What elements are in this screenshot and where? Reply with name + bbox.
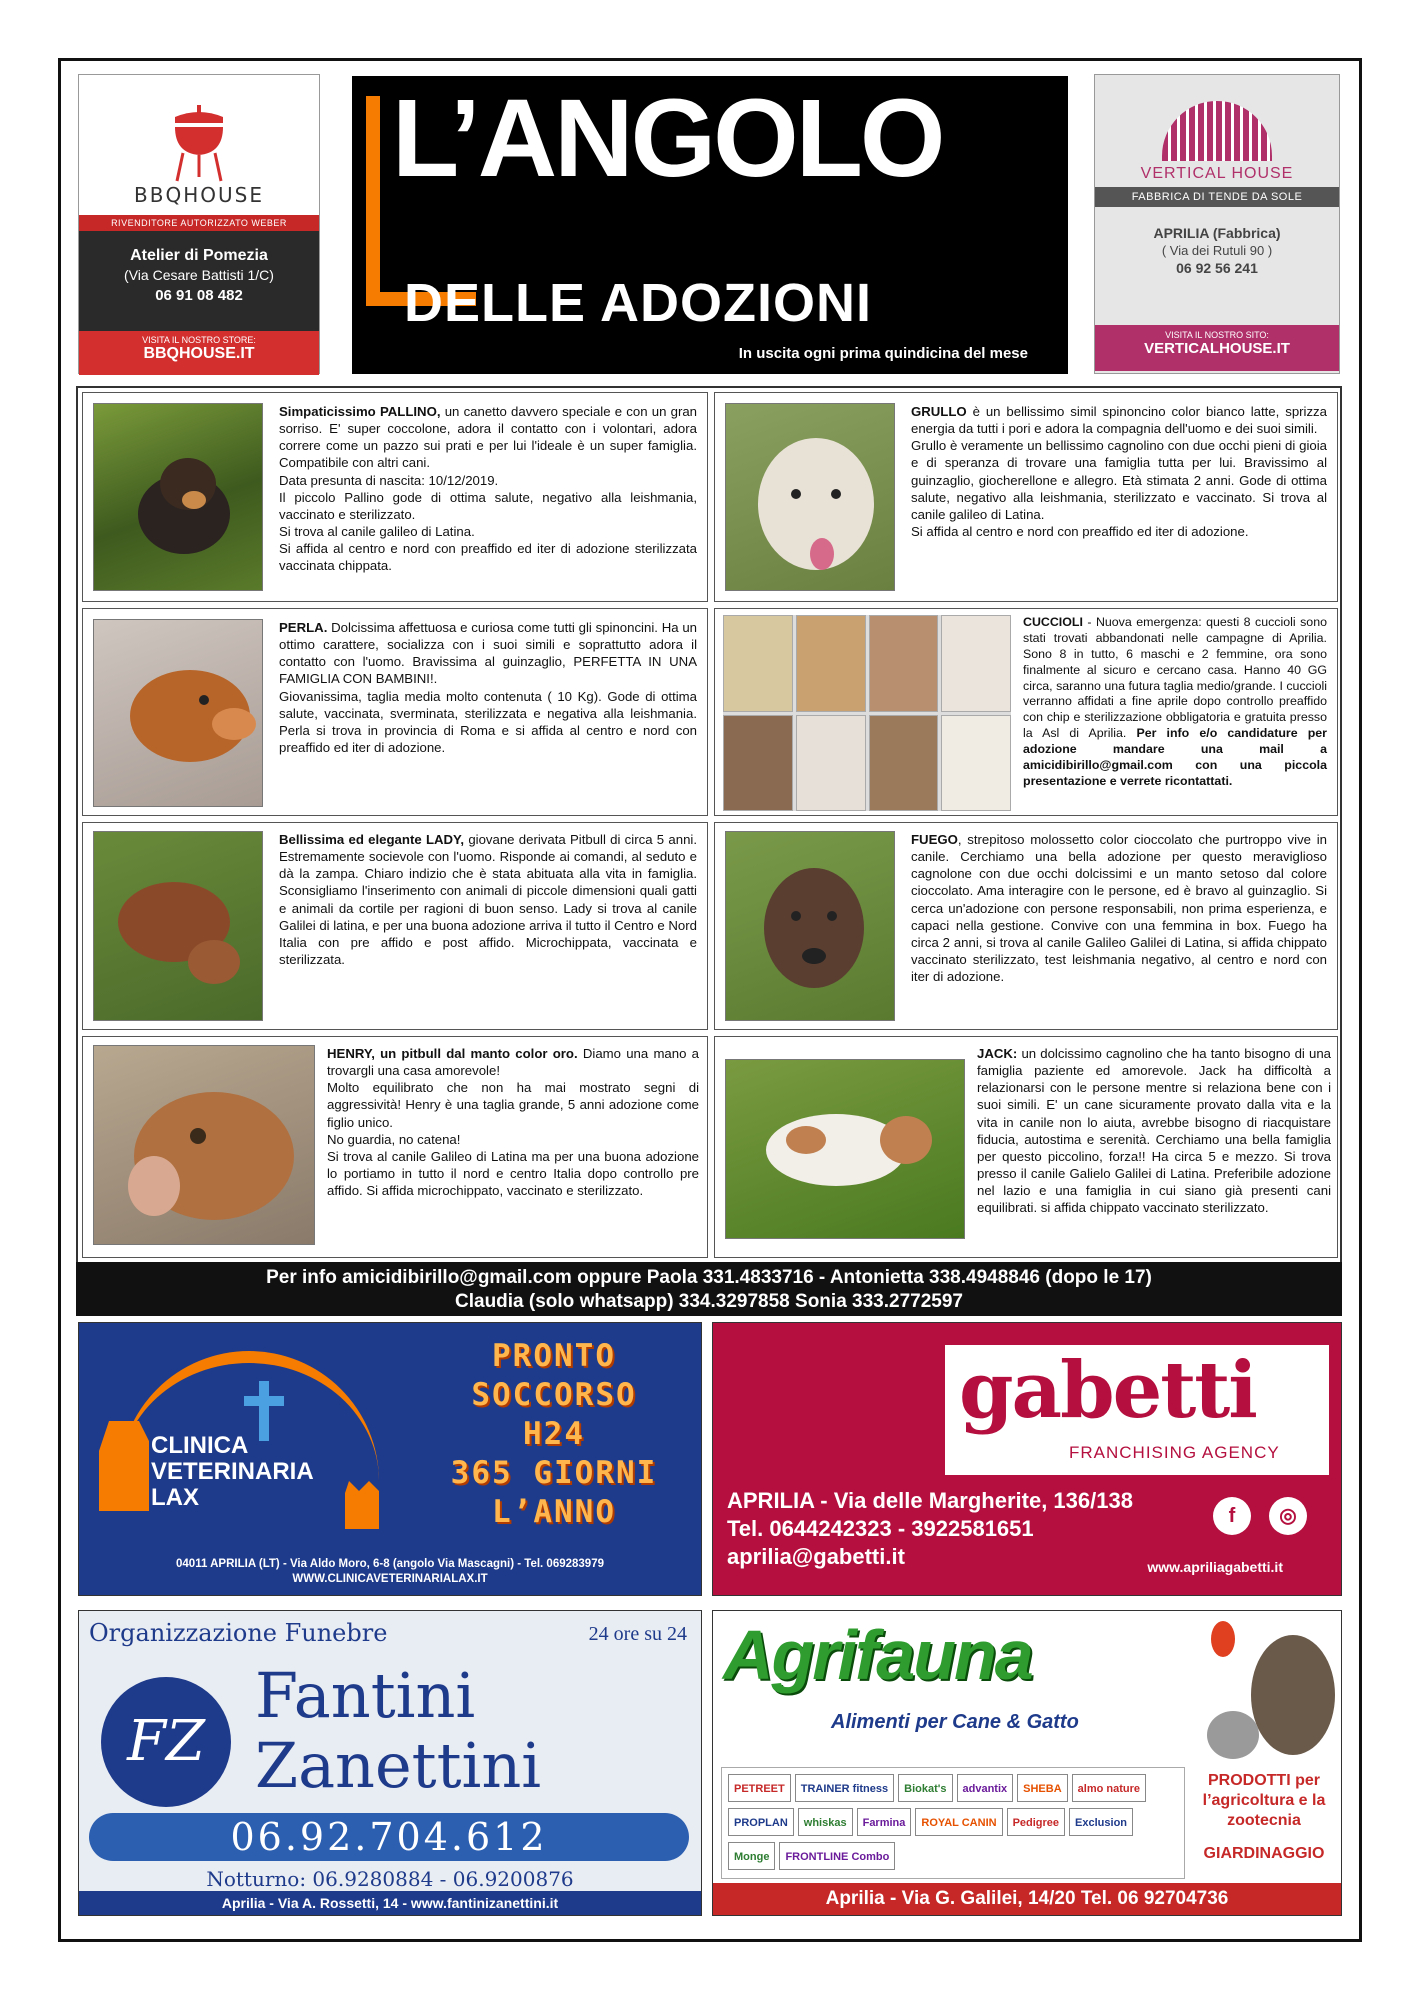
- puppy-photo: [723, 715, 793, 812]
- brand-logo: ROYAL CANIN: [915, 1808, 1002, 1836]
- puppy-photo: [723, 615, 793, 712]
- gabetti-site-link[interactable]: www.apriliagabetti.it: [1147, 1559, 1283, 1575]
- listing-lady: [82, 822, 708, 1030]
- vh-logo: [1095, 75, 1339, 187]
- listing-henry: [82, 1036, 708, 1258]
- brand-logo: FRONTLINE Combo: [779, 1842, 895, 1870]
- jack-photo: [725, 1059, 965, 1239]
- brand-logo: advantix: [957, 1774, 1014, 1802]
- bbq-visit-label: VISITA IL NOSTRO STORE:: [142, 335, 256, 345]
- grullo-text: GRULLO è un bellissimo simil spinoncino color bianco latte, sprizza energia da tutti i pori e adora la compagnia dell'uomo e dei suoi simili. Grullo è veramente un bellissimo cagnolino con due occhi pieni di gioia e di speranza di trovare una famiglia tutta per lui. Bravissimo al guinzaglio, giocherellone e allegro. Età stimata 2 anni. Gode di ottima salute, negativo alla leishmania, sterilizzato e vaccinato. Si trova al canile galileo di Latina. Si affida al centro e nord con preaffido ed iter di adozione.: [911, 404, 1327, 540]
- puppy-photo: [941, 715, 1011, 812]
- masthead-issue: In uscita ogni prima quindicina del mese: [738, 345, 1028, 362]
- brand-logo: whiskas: [798, 1808, 853, 1836]
- clinica-lax-ad[interactable]: [78, 1322, 702, 1596]
- lax-logo: [89, 1341, 389, 1541]
- brand-logo: PETREET: [728, 1774, 791, 1802]
- fz-org: Organizzazione Funebre: [89, 1619, 388, 1647]
- fz-name: [255, 1661, 541, 1801]
- lax-sos-line: H24: [523, 1416, 585, 1452]
- dog-icon: [726, 1060, 966, 1240]
- gabetti-contacts: [727, 1487, 1133, 1571]
- agrifauna-garden: GIARDINAGGIO: [1203, 1845, 1325, 1862]
- lax-name: CLINICA VETERINARIA LAX: [151, 1432, 313, 1511]
- puppies-photos: [723, 615, 1011, 811]
- gabetti-name: gabetti: [959, 1345, 1256, 1436]
- bbq-dealer: RIVENDITORE AUTORIZZATO WEBER: [79, 215, 319, 231]
- lax-address: 04011 APRILIA (LT) - Via Aldo Moro, 6-8 (angolo Via Mascagni) - Tel. 069283979: [176, 1558, 604, 1570]
- vh-address: ( Via dei Rutuli 90 ): [1161, 243, 1273, 258]
- lax-site-link[interactable]: WWW.CLINICAVETERINARIALAX.IT: [292, 1573, 488, 1585]
- contact-line-2: Claudia (solo whatsapp) 334.3297858 Sonia 333.2772597: [455, 1291, 963, 1312]
- adoption-listings: [76, 386, 1342, 1268]
- lady-photo: [93, 831, 263, 1021]
- vertical-house-ad[interactable]: [1094, 74, 1340, 374]
- brand-logo: Farmina: [857, 1808, 912, 1836]
- contact-line-1: Per info amicidibirillo@gmail.com oppure Paola 331.4833716 - Antonietta 338.4948846 (dopo le 17): [266, 1267, 1152, 1288]
- brand-logo: Exclusion: [1069, 1808, 1133, 1836]
- listing-pallino: [82, 392, 708, 602]
- perla-photo: [93, 619, 263, 807]
- dog-icon: [726, 832, 896, 1022]
- brand-logo: TRAINER fitness: [795, 1774, 894, 1802]
- dog-icon: [94, 404, 264, 592]
- contact-info-bar: [76, 1262, 1342, 1316]
- gabetti-address: APRILIA - Via delle Margherite, 136/138: [727, 1488, 1133, 1513]
- listing-cuccioli: [714, 608, 1338, 816]
- masthead: [352, 76, 1068, 374]
- listing-jack: [714, 1036, 1338, 1258]
- instagram-icon[interactable]: ◎: [1269, 1497, 1307, 1535]
- puppy-photo: [941, 615, 1011, 712]
- bbq-logo: [79, 75, 319, 215]
- fz-monogram: FZ: [101, 1677, 231, 1807]
- lax-footer: [79, 1557, 701, 1587]
- lax-sos-line: SOCCORSO: [471, 1377, 637, 1413]
- listing-perla: [82, 608, 708, 816]
- brand-logo: SHEBA: [1017, 1774, 1068, 1802]
- lady-text: Bellissima ed elegante LADY, giovane derivata Pitbull di circa 5 anni. Estremamente socievole con l'uomo. Risponde ai comandi, al seduto e dà la zampa. Chiaro indizio che è stata abituata alla vita in famiglia. Sconsigliamo l'inserimento con animali di piccole dimensioni quali gatti e animali da cortile per ragioni di buon senso. Lady si trova al canile Galilei di latina, e per una buona adozione arriva il tutto il Centro e Nord Italia con pre affido e post affido. Microchippata, vaccinata e sterilizzata.: [279, 832, 697, 968]
- gabetti-email[interactable]: aprilia@gabetti.it: [727, 1544, 905, 1569]
- henry-photo: [93, 1045, 315, 1245]
- lax-emergency: [409, 1337, 699, 1532]
- bbqhouse-ad[interactable]: [78, 74, 320, 374]
- facebook-icon[interactable]: f: [1213, 1497, 1251, 1535]
- bbq-store-info: [79, 231, 319, 331]
- dog-icon: [94, 620, 264, 808]
- vh-strip: FABBRICA DI TENDE DA SOLE: [1095, 187, 1339, 207]
- pallino-photo: [93, 403, 263, 591]
- gabetti-phone: Tel. 0644242323 - 3922581651: [727, 1516, 1034, 1541]
- fz-hours: 24 ore su 24: [588, 1623, 687, 1645]
- vh-visit-label: VISITA IL NOSTRO SITO:: [1165, 330, 1269, 340]
- agrifauna-sub: Alimenti per Cane & Gatto: [831, 1711, 1079, 1733]
- gabetti-ad[interactable]: [712, 1322, 1342, 1596]
- dog-icon: [726, 404, 896, 592]
- brand-logos: [721, 1767, 1185, 1879]
- jack-text: JACK: un dolcissimo cagnolino che ha tanto bisogno di una famiglia paziente ed amorevole. Jack ha difficoltà a relazionarsi con le persone mentre si relaziona bene con i suoi simili. E' un cane sicuramente provato dalla vita e la vita in canile non lo aiuta, avrebbe bisogno di riacquistare fiducia, autostima e serenità. Cerchiamo una bella famiglia per questo piccolino, forza!! Ha circa 5 e mezzo. Si trova presso il canile Galielo Galilei di Latina. Preferibile adozione nel lazio e una famiglia in cui siano già presenti cani equilibrati. si affida chippato vaccinato sterilizzato.: [977, 1046, 1331, 1216]
- masthead-title: [392, 77, 943, 200]
- pallino-text: Simpaticissimo PALLINO, un canetto davvero speciale e con un gran sorriso. E' super coccolone, adora il contatto con i volontari, adora correre come un pazzo sui prati e per lui l'ideale è un super famiglia. Compatibile con altri cani. Data presunta di nascita: 10/12/2019. Il piccolo Pallino gode di ottima salute, negativo alla leishmania, vaccinato e sterilizzato. Si trova al canile galileo di Latina. Si affida al centro e nord con preaffido ed iter di adozione sterilizzata vaccinata chippata.: [279, 404, 698, 574]
- bbq-logo-text: BBQHOUSE: [134, 183, 264, 207]
- agrifauna-ad[interactable]: [712, 1610, 1342, 1916]
- vh-name: VERTICAL HOUSE: [1140, 165, 1294, 182]
- fuego-photo: [725, 831, 895, 1021]
- grullo-photo: [725, 403, 895, 591]
- vh-site-link[interactable]: VERTICALHOUSE.IT: [1144, 340, 1290, 357]
- dog-icon: [94, 832, 264, 1022]
- masthead-subtitle: DELLE ADOZIONI: [404, 273, 872, 333]
- lax-sos-line: L’ANNO: [492, 1494, 616, 1530]
- fz-name-2: Zanettini: [255, 1729, 542, 1802]
- henry-text: HENRY, un pitbull dal manto color oro. Diamo una mano a trovargli una casa amorevole! Molto equilibrato che non ha mai mostrato segni di aggressività! Henry è una taglia grande, 5 anni adozione come figlio unico. No guardia, no catena! Si trova al canile Galileo di Latina ma per una buona adozione lo portiamo in tutto il nord e centro Italia dopo controllo pre affido. Si affida microchippato, vaccinato e sterilizzato.: [327, 1046, 699, 1199]
- dog-icon: [94, 1046, 316, 1246]
- vh-phone: 06 92 56 241: [1176, 260, 1258, 276]
- brand-logo: Biokat's: [898, 1774, 952, 1802]
- vh-city: APRILIA (Fabbrica): [1153, 225, 1281, 241]
- masthead-angolo: ANGOLO: [477, 77, 943, 200]
- cuccioli-text: CUCCIOLI - Nuova emergenza: questi 8 cuccioli sono stati trovati abbandonati nelle campagne di Aprilia. Sono 8 in tutto, 6 maschi e 2 femmine, ora sono finalmente al sicuro e cercano casa. Hanno 40 GG circa, saranno una futura taglia medio/grande. I cuccioli verranno affidati a fine aprile dopo controllo preaffido con chip e sterilizzazione obbligatoria e gratuita presso la Asl di Aprilia. Per info e/o candidature per adozione mandare una mail a amicidibirillo@gmail.com con una piccola presentazione e verrete ricontattati.: [1023, 615, 1327, 788]
- brand-logo: PROPLAN: [728, 1808, 794, 1836]
- bbq-store-phone: 06 91 08 482: [155, 287, 243, 304]
- bbq-store-address: (Via Cesare Battisti 1/C): [124, 267, 274, 283]
- puppy-photo: [796, 615, 866, 712]
- gabetti-sub: FRANCHISING AGENCY: [1069, 1443, 1280, 1462]
- brand-logo: Monge: [728, 1842, 775, 1870]
- bbq-site-link[interactable]: BBQHOUSE.IT: [143, 345, 255, 362]
- brand-logo: Pedigree: [1007, 1808, 1065, 1836]
- lax-sos-line: PRONTO: [492, 1338, 616, 1374]
- brand-logo: almo nature: [1072, 1774, 1146, 1802]
- agrifauna-products: PRODOTTI per l’agricoltura e la zootecnia: [1202, 1772, 1326, 1829]
- bbq-website[interactable]: [79, 331, 319, 375]
- fz-footer[interactable]: Aprilia - Via A. Rossetti, 14 - www.fantinizanettini.it: [79, 1891, 701, 1915]
- fz-name-1: Fantini: [255, 1659, 476, 1732]
- vh-website[interactable]: [1095, 325, 1339, 371]
- fz-night: Notturno: 06.9280884 - 06.9200876: [206, 1867, 574, 1891]
- fz-phone[interactable]: 06.92.704.612: [89, 1813, 689, 1861]
- awning-icon: [1162, 101, 1272, 161]
- listing-grullo: [714, 392, 1338, 602]
- gabetti-logo: [945, 1345, 1329, 1475]
- puppy-photo: [869, 615, 939, 712]
- listing-fuego: [714, 822, 1338, 1030]
- vh-info: [1095, 207, 1339, 325]
- bbq-store-name: Atelier di Pomezia: [130, 247, 268, 264]
- agrifauna-name: Agrifauna: [723, 1616, 1032, 1694]
- perla-text: PERLA. Dolcissima affettuosa e curiosa come tutti gli spinoncini. Ha un ottimo carattere, socializza con i suoi simili e soprattutto adora il contatto con l'uomo. Bravissima al guinzaglio, PERFETTA IN UNA FAMIGLIA CON BAMBINI!. Giovanissima, taglia media molto contenuta ( 10 Kg). Gode di ottima salute, vaccinata, sverminata, sterilizzata e negativa alla leishmania. Perla si trova in provincia di Roma e si affida al centro e nord con preaffido ed iter di adozione.: [279, 620, 697, 756]
- fantini-zanettini-ad[interactable]: [78, 1610, 702, 1916]
- grill-icon: [169, 103, 229, 183]
- agrifauna-footer: Aprilia - Via G. Galilei, 14/20 Tel. 06 92704736: [713, 1883, 1341, 1915]
- puppy-photo: [869, 715, 939, 812]
- lax-sos-line: 365 GIORNI: [450, 1455, 658, 1491]
- masthead-l: L’: [392, 77, 478, 200]
- cat-silhouette-icon: [339, 1471, 389, 1531]
- fuego-text: FUEGO, strepitoso molossetto color cioccolato che purtroppo vive in canile. Cerchiamo una bella adozione per questo meraviglioso cagnolone con due occhi dolcissimi e un manto setoso dal colore cioccolato. Ama interagire con le persone, ed è bravo al guinzaglio. Si cerca un'adozione con persone responsabili, non prima esperienza, e capaci nella gestione. Convive con una femmina in box. Fuego ha circa 2 anni, si trova al canile Galileo Galilei di Latina, si affida chippato vaccinato sterilizzato, test leishmania negativo, al centro e nord con iter di adozione.: [911, 832, 1327, 985]
- dog-cat-parrot-icon: [1183, 1615, 1339, 1765]
- puppy-photo: [796, 715, 866, 812]
